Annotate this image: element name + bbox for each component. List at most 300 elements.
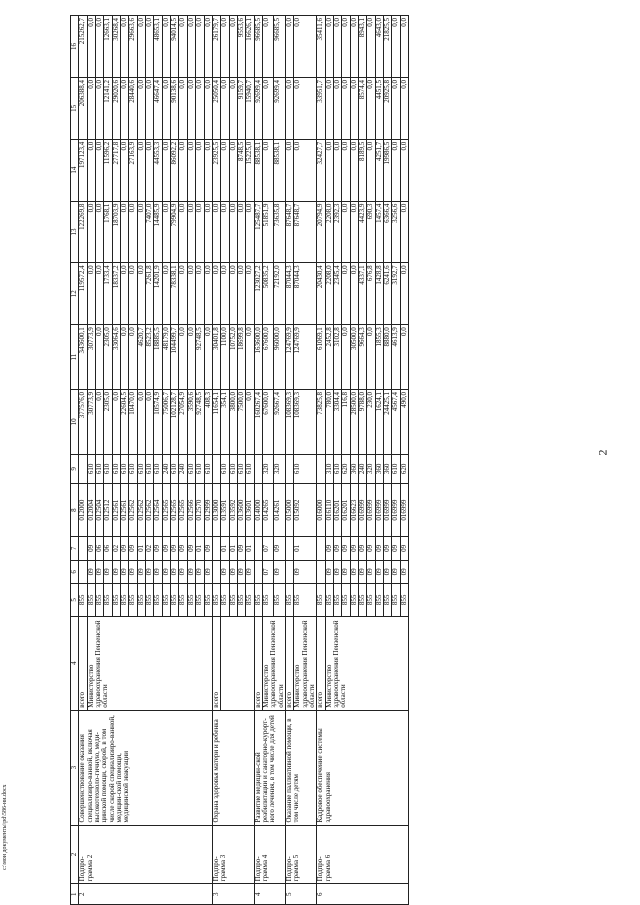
table-cell: 610 [104,454,112,483]
table-cell: 012565 [162,484,170,537]
table-cell: 240 [162,454,170,483]
table-cell: 0,0 [262,16,274,78]
table-cell: 0,0 [367,77,375,139]
table-cell: 0,0 [162,139,170,201]
table-cell: 67600,0 [262,389,274,454]
table-cell: 855 [196,584,204,616]
table-cell: 09 [162,560,170,584]
table-cell: 116,8 [342,389,350,454]
table-cell: 0,0 [392,16,400,78]
table-cell: 0,0 [212,263,220,325]
table-cell: 0,0 [246,263,254,325]
table-cell: 09 [154,560,162,584]
table-cell: 0,0 [121,201,129,263]
table-cell: 09 [325,560,333,584]
table-cell: 0,0 [262,139,274,201]
table-cell: 09 [146,560,154,584]
table-cell: 0,0 [187,16,195,78]
column-header: 13 [71,201,79,263]
table-cell: 11596,2 [104,139,112,201]
table-cell: 09 [342,537,350,561]
table-cell: 3256,6 [392,201,400,263]
table-body [79,16,409,905]
table-cell: 0,0 [179,263,187,325]
table-cell: 0,0 [262,77,274,139]
table-cell: 01 [137,537,145,561]
table-cell: 8189,5 [359,139,367,201]
table-cell: 855 [262,584,274,616]
table-cell: 610 [221,454,229,483]
table-cell: 1428,8 [375,263,383,325]
table-cell: 0,0 [237,263,245,325]
table-cell: 013592 [229,484,237,537]
table-cell: 2452,8 [325,325,333,390]
table-cell: 6241,6 [384,263,392,325]
table-cell: 0,0 [212,201,220,263]
table-cell: 855 [104,584,112,616]
table-cell: 855 [121,584,129,616]
table-cell: 855 [221,584,229,616]
table-cell: 09 [196,560,204,584]
table-cell: 20794,9 [317,201,325,263]
table-cell: 855 [237,584,245,616]
table-cell: 0,0 [221,263,229,325]
table-cell: 4613,9 [392,325,400,390]
table-cell: 0,0 [179,139,187,201]
table-cell: 10470,0 [129,389,137,454]
table-cell: 09 [237,537,245,561]
table-cell: 18699,8 [237,325,245,390]
table-cell: 0,0 [129,263,137,325]
table-cell: 610 [294,454,317,483]
table-cell: 06 [104,537,112,561]
table-cell: 87648,7 [285,201,293,263]
table-cell: 780,0 [325,389,333,454]
table-cell: 09 [274,560,286,584]
table-cell: 676,8 [367,263,375,325]
table-cell: 09 [104,560,112,584]
table-cell: 855 [87,584,95,616]
table-cell: 0,0 [87,77,95,139]
table-cell: 0,0 [162,263,170,325]
table-row [317,16,325,905]
table-cell: 0,0 [334,16,342,78]
table-cell: 0,0 [96,263,104,325]
table-cell: 610 [87,454,95,483]
table-cell: 0,0 [179,16,187,78]
table-cell: 32427,7 [317,139,325,201]
table-cell: 2392,3 [334,201,342,263]
table-cell: 855 [204,584,212,616]
table-cell: 0,0 [121,139,129,201]
column-header: 3 [71,710,79,825]
table-cell: 3590,6 [187,389,195,454]
table-cell: 122269,8 [79,201,87,263]
table-cell: 0,0 [179,77,187,139]
table-cell: 0,0 [121,263,129,325]
table-cell: 855 [392,584,400,616]
table-cell: 27717,8 [112,139,120,201]
table-cell: 01 [229,537,237,561]
table-cell: 1855,3 [375,325,383,390]
table-cell: 78338,1 [171,263,179,325]
table-cell: 125487,7 [254,201,262,263]
responsible-organization: Министерство здравоохранения Пензенской области [262,616,285,710]
table-cell: 09 [187,560,195,584]
table-cell: 014261 [274,484,286,537]
table-cell: 94014,5 [171,16,179,78]
table-cell: 0,0 [87,263,95,325]
table-cell: 124769,9 [294,325,317,390]
table-cell: 855 [350,584,358,616]
table-cell: 09 [375,560,383,584]
table-cell: 012562 [129,484,137,537]
table-cell: 09 [121,560,129,584]
table-cell: 0,0 [204,16,212,78]
table-cell: 0,0 [146,139,154,201]
table-cell: 016999 [400,484,408,537]
table-cell: 1733,4 [104,263,112,325]
table-cell: 3304,4 [334,389,342,454]
table-cell: 07 [262,537,274,561]
table-cell: 28500,0 [350,389,358,454]
table-cell: 0,0 [342,77,350,139]
page-number: 2 [595,449,610,456]
table-cell: 013600 [237,484,245,537]
table-cell: 320 [367,454,375,483]
table-cell: 7500,0 [237,389,245,454]
table-cell: 377576,0 [79,389,87,454]
table-cell: 016623 [350,484,358,537]
table-cell: 1768,1 [104,201,112,263]
budget-table [70,15,409,905]
table-cell: 09 [237,560,245,584]
column-header: 8 [71,484,79,537]
table-cell: 0,0 [367,16,375,78]
table-cell: 610 [129,454,137,483]
table-cell: 855 [187,584,195,616]
section-number: 4 [254,884,285,905]
table-cell: 855 [342,584,350,616]
table-cell: 27163,9 [129,139,137,201]
table-cell: 0,0 [294,139,317,201]
table-cell: 09 [221,560,229,584]
table-cell: 610 [187,454,195,483]
table-cell: 44553,3 [154,139,162,201]
table-cell: 015092 [294,484,317,537]
table-cell: 33064,6 [112,325,120,390]
table-cell: 09 [129,560,137,584]
table-cell: 016110 [325,484,333,537]
table-cell: 4423,9 [359,201,367,263]
table-cell: 206388,4 [79,77,87,139]
table-cell: 0,0 [342,201,350,263]
table-cell: 09 [400,560,408,584]
table-cell: 0,0 [325,77,333,139]
table-cell: 104499,7 [171,325,179,390]
subprogram-name: Подпро- грамма 4 [254,825,285,884]
table-cell: 09 [367,560,375,584]
table-cell: 26179,7 [212,16,220,78]
table-cell: 610 [96,454,104,483]
table-cell: 25050,4 [212,77,220,139]
table-cell: 610 [246,454,254,483]
table-cell: 102128,7 [171,389,179,454]
table-cell: 12141,2 [104,77,112,139]
table-cell: 343600,1 [79,325,87,390]
table-cell [79,560,87,584]
column-header: 12 [71,263,79,325]
table-cell: 09 [342,560,350,584]
table-cell [317,454,325,483]
table-cell: 0,0 [87,16,95,78]
table-cell: 09 [392,537,400,561]
table-cell: 18885,5 [154,325,162,390]
table-cell: 09 [400,537,408,561]
table-cell: 855 [146,584,154,616]
table-cell: 92699,4 [254,77,262,139]
table-cell: 90138,6 [171,77,179,139]
table-cell: 96000,0 [274,325,286,390]
table-cell: 014265 [262,484,274,537]
table-cell: 27054,9 [179,389,187,454]
row-label: всего [317,616,325,710]
table-cell: 013601 [246,484,254,537]
table-cell: 09 [154,537,162,561]
table-cell: 0,0 [334,77,342,139]
table-cell: 09 [96,560,104,584]
table-cell: 19986,5 [384,139,392,201]
table-cell: 0,0 [204,201,212,263]
table-cell: 320 [262,454,274,483]
table-cell: 09 [384,560,392,584]
table-cell: 8748,5 [237,139,245,201]
table-cell: 30773,9 [87,389,95,454]
table-cell: 0,0 [221,139,229,201]
table-cell: 0,0 [342,325,350,390]
table-cell: 012566 [187,484,195,537]
table-cell: 09 [87,537,95,561]
table-cell: 610 [171,454,179,483]
table-cell: 0,0 [196,201,204,263]
table-cell: 09 [179,560,187,584]
table-cell: 09 [171,560,179,584]
table-cell: 123027,2 [254,263,262,325]
table-cell: 8943,1 [359,16,367,78]
table-cell: 0,0 [400,325,408,390]
table-cell: 73635,8 [274,201,286,263]
table-cell: 0,0 [137,139,145,201]
table-cell: 360 [384,454,392,483]
table-cell: 0,0 [121,16,129,78]
table-cell: 0,0 [325,16,333,78]
table-cell: 855 [317,584,325,616]
table-cell: 012561 [121,484,129,537]
table-cell: 24425,1 [384,389,392,454]
column-header: 14 [71,139,79,201]
table-cell: 0,0 [146,16,154,78]
table-cell: 610 [146,454,154,483]
table-cell: 09 [179,537,187,561]
table-cell: 016201 [342,484,350,537]
table-cell: 0,0 [137,263,145,325]
table-cell: 610 [204,454,212,483]
table-cell: 1457,4 [375,201,383,263]
table-cell: 610 [112,454,120,483]
table-cell: 855 [179,584,187,616]
section-number: 3 [212,884,254,905]
subprogram-description: Оказание паллиативной помощи, в том числе детям [285,710,316,825]
table-cell: 2208,0 [325,263,333,325]
table-cell: 2305,0 [104,325,112,390]
table-cell: 855 [229,584,237,616]
table-cell: 96685,5 [254,16,262,78]
table-cell: 0,0 [294,77,317,139]
table-cell: 4567,4 [392,389,400,454]
table-cell: 14485,9 [154,201,162,263]
table-cell: 855 [129,584,137,616]
table-cell: 012504 [96,484,104,537]
table-cell: 620 [400,454,408,483]
table-cell: 124769,9 [285,325,293,390]
table-cell: 3192,7 [392,263,400,325]
table-cell: 09 [325,537,333,561]
table-cell: 0,0 [204,263,212,325]
table-cell: 33951,7 [317,77,325,139]
table-cell: 0,0 [146,389,154,454]
table-cell: 6366,4 [384,201,392,263]
table-cell: 014000 [254,484,262,537]
table-cell: 09 [162,537,170,561]
table-cell: 8574,4 [359,77,367,139]
table-cell: 012561 [112,484,120,537]
table-cell: 15940,7 [246,77,254,139]
table-cell: 61069,1 [317,325,325,390]
table-cell: 0,0 [196,139,204,201]
table-cell: 0,0 [246,389,254,454]
table-cell: 30268,4 [112,16,120,78]
table-cell: 8523,2 [146,325,154,390]
table-cell: 02 [146,537,154,561]
table-cell: 18703,9 [112,201,120,263]
table-cell: 4451,5 [375,77,383,139]
table-cell: 09 [334,560,342,584]
table-cell: 14201,9 [154,263,162,325]
table-cell: 0,0 [187,263,195,325]
table-cell: 016000 [317,484,325,537]
table-cell: 4337,1 [359,263,367,325]
table-cell: 610 [154,454,162,483]
table-cell: 855 [154,584,162,616]
table-cell: 0,0 [342,263,350,325]
table-cell: 0,0 [367,139,375,201]
table-cell: 0,0 [229,263,237,325]
table-cell: 8880,0 [384,325,392,390]
table-cell: 0,0 [179,201,187,263]
table-cell: 96685,5 [274,16,286,78]
subprogram-name: Подпро- грамма 2 [79,825,213,884]
responsible-organization: Министерство здравоохранения Пензенской области [87,616,212,710]
table-cell: 15225,0 [246,139,254,201]
table-cell: 09 [367,537,375,561]
section-number: 5 [285,884,316,905]
table-cell: 360 [350,454,358,483]
table-cell: 0,0 [204,139,212,201]
table-cell: 610 [121,454,129,483]
table-cell: 0,0 [137,77,145,139]
table-cell: 012565 [171,484,179,537]
table-row [79,16,87,905]
table-cell: 1100,0 [221,325,229,390]
row-label: всего [285,616,293,710]
table-cell: 016999 [375,484,383,537]
table-cell: 016201 [334,484,342,537]
table-cell: 0,0 [129,325,137,390]
table-cell: 23925,5 [212,139,220,201]
column-header: 4 [71,616,79,710]
table-cell: 87648,7 [294,201,317,263]
table-cell: 3800,0 [229,389,237,454]
table-cell: 0,0 [137,16,145,78]
table-cell: 016999 [359,484,367,537]
table-cell: 855 [375,584,383,616]
table-cell: 0,0 [196,16,204,78]
table-cell: 35411,6 [317,16,325,78]
table-cell: 0,0 [350,263,358,325]
table-cell: 09 [129,537,137,561]
table-cell: 09 [121,537,129,561]
table-cell: 197123,4 [79,139,87,201]
column-header: 16 [71,16,79,78]
table-cell: 230,0 [367,389,375,454]
table-cell: 67600,0 [262,325,274,390]
subprogram-description: Кадровое обеспечение системы здравоохранения [317,710,409,825]
table-cell: 620 [342,454,350,483]
table-cell: 012564 [154,484,162,537]
table-cell: 0,0 [229,139,237,201]
table-cell: 013591 [221,484,229,537]
table-cell: 09 [204,560,212,584]
table-cell: 408,3 [204,389,212,454]
section-number: 6 [317,884,409,905]
table-cell: 09 [246,560,254,584]
table-cell: 0,0 [162,201,170,263]
table-cell: 610 [237,454,245,483]
table-cell: 0,0 [350,16,358,78]
table-cell: 9553,6 [237,16,245,78]
row-label: всего [212,616,220,710]
table-cell: 09 [359,537,367,561]
table-cell: 0,0 [246,325,254,390]
table-cell: 855 [254,584,262,616]
table-cell: 0,0 [400,201,408,263]
table-cell: 0,0 [400,77,408,139]
table-cell: 0,0 [342,16,350,78]
table-cell: 2305,0 [104,389,112,454]
table-cell: 09 [187,537,195,561]
table-cell: 30500,0 [350,325,358,390]
table-cell: 86092,2 [171,139,179,201]
table-cell: 4620,7 [137,325,145,390]
subprogram-name: Подпро- грамма 3 [212,825,254,884]
table-cell: 0,0 [187,139,195,201]
table-cell: 87044,3 [294,263,317,325]
table-cell: 855 [367,584,375,616]
table-cell: 07 [262,560,274,584]
table-cell: 0,0 [96,139,104,201]
table-cell: 92699,4 [274,77,286,139]
table-cell: 16626,1 [246,16,254,78]
